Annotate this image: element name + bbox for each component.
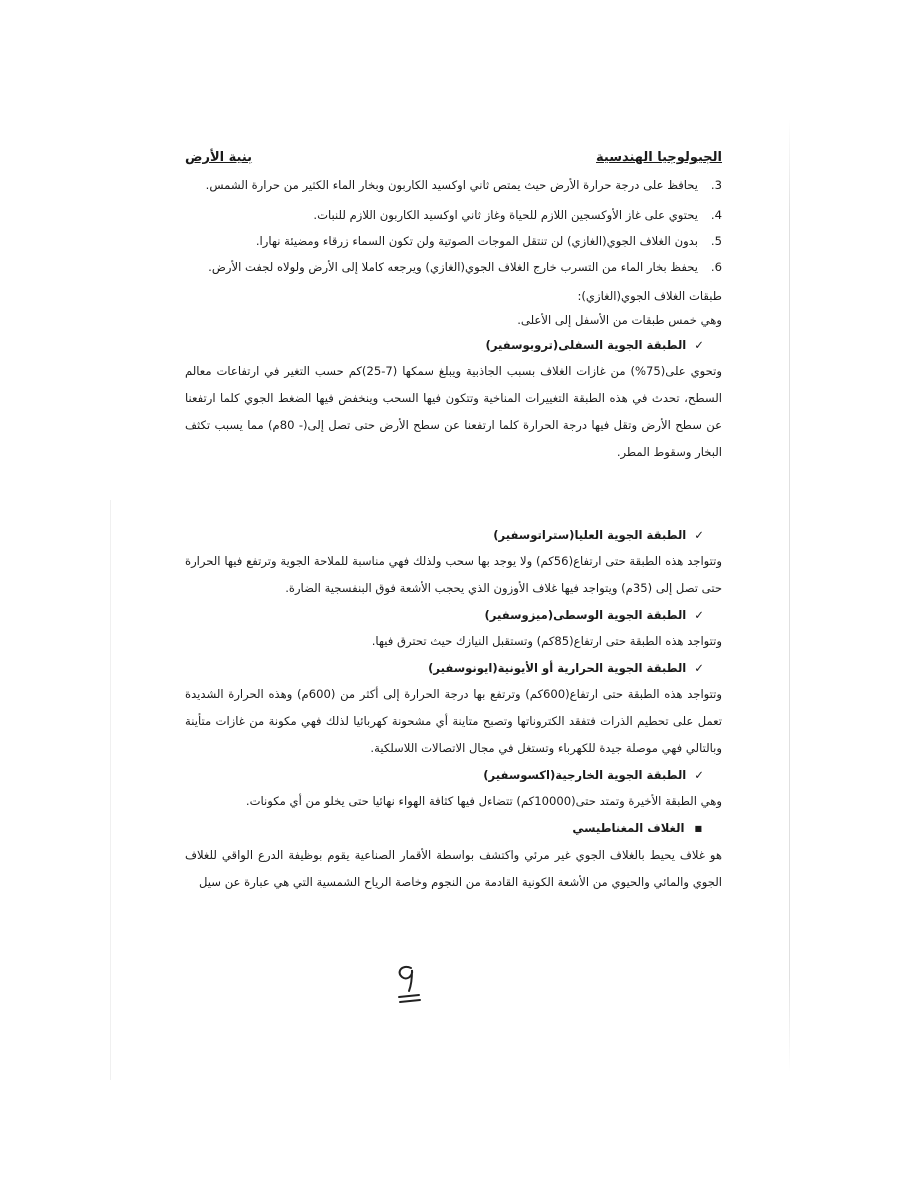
layer-title: الطبقة الجوية الحرارية أو الأيونية(ايونوسفير) [428,661,687,675]
layers-intro-text: وهي خمس طبقات من الأسفل إلى الأعلى. [517,313,722,327]
layers-heading: طبقات الغلاف الجوي(الغازي): [577,289,722,303]
page-content [185,172,722,896]
layer-description: وتتواجد هذه الطبقة حتى ارتفاع(600كم) وترتفع بها درجة الحرارة إلى أكثر من (600م) وهذه الحرارة الشديدة تعمل على تحطيم الذرات فتفقد الكتروناتها وتصبح متاينة أي مشحونة كهربائيا لذلك فهي مكونة من غازات متأينة وبالتالي فهي موصلة جيدة للكهرباء وتستغل في مجال الاتصالات اللاسلكية. [185,687,722,755]
layer-title: الطبقة الجوية العليا(ستراتوسفير) [493,528,687,542]
scan-edge-shadow-left [110,500,111,1080]
layer-title: الطبقة الجوية السفلى(تروبوسفير) [485,338,687,352]
item-number: 6. [710,260,722,274]
list-item [185,228,722,254]
item-text: بدون الغلاف الجوي(الغازي) لن تنتقل الموجات الصوتية ولن تكون السماء زرقاء ومضيئة نهارا. [255,234,698,248]
list-item [185,172,722,202]
section-text: هو غلاف يحيط بالغلاف الجوي غير مرئي واكتشف بواسطة الأقمار الصناعية يقوم بوظيفة الدرع الواقي للغلاف الجوي والمائي والحيوي من الأشعة الكونية القادمة من النجوم وخاصة الرياح الشمسية التي هي عبارة عن سيل [185,847,722,889]
layer-heading [185,332,722,358]
item-text: يحفظ بخار الماء من التسرب خارج الغلاف الجوي(الغازي) ويرجعه كاملا إلى الأرض ولولاه لجفت الأرض. [208,260,698,274]
chapter-title: بنية الأرض [185,150,253,165]
item-number: 5. [710,234,722,248]
handwritten-page-number [388,960,428,1006]
item-text: يحافظ على درجة حرارة الأرض حيث يمتص ثاني اوكسيد الكاربون وبخار الماء الكثير من حرارة الشمس. [205,178,698,192]
checkmark-icon: ✓ [694,608,704,622]
layer-heading [185,762,722,788]
checkmark-icon: ✓ [694,768,704,782]
layer-description: وتتواجد هذه الطبقة حتى ارتفاع(85كم) وتستقبل النيازك حيث تحترق فيها. [371,634,722,648]
page-header [185,150,722,165]
layer-title: الطبقة الجوية الخارجية(اكسوسفير) [483,768,687,782]
item-text: يحتوي على غاز الأوكسجين اللازم للحياة وغاز ثاني اوكسيد الكاربون اللازم للنبات. [313,208,698,222]
section-heading [185,815,722,842]
square-bullet-icon: ■ [694,823,702,833]
checkmark-icon: ✓ [694,661,704,675]
layer-description: وتحوي على(75%) من غازات الغلاف بسبب الجاذبية ويبلغ سمكها (7-25)كم حسب التغير في ارتفاعات معالم السطح، تحدث في هذه الطبقة التغييرات المناخية وتتكون فيها السحب وينخفض فيها الضغط الجوي كلما ارتفعنا عن سطح الأرض وتقل فيها درجة الحرارة كلما ارتفعنا عن سطح الأرض حتى تصل إلى(- 80م) مما يسبب تكثف البخار وسقوط المطر. [185,364,722,459]
section-title: الغلاف المغناطيسي [572,821,685,835]
list-item [185,202,722,228]
layer-title: الطبقة الجوية الوسطى(ميزوسفير) [484,608,687,622]
layer-description: وهي الطبقة الأخيرة وتمتد حتى(10000كم) تتضاءل فيها كثافة الهواء نهائيا حتى يخلو من أي مكونات. [245,794,722,808]
layer-heading [185,522,722,548]
item-number: 4. [710,208,722,222]
blank-space [185,466,722,522]
checkmark-icon: ✓ [694,338,704,352]
list-item [185,254,722,284]
scan-edge-shadow [789,118,790,1073]
item-number: 3. [710,178,722,192]
layer-description: وتتواجد هذه الطبقة حتى ارتفاع(56كم) ولا يوجد بها سحب ولذلك فهي مناسبة للملاحة الجوية وترتفع فيها الحرارة حتى تصل إلى (35م) ويتواجد فيها غلاف الأوزون الذي يحجب الأشعة فوق البنفسجية الضارة. [185,554,722,595]
checkmark-icon: ✓ [694,528,704,542]
course-title: الجيولوجيا الهندسية [596,150,722,165]
layer-heading [185,602,722,628]
layer-heading [185,655,722,681]
